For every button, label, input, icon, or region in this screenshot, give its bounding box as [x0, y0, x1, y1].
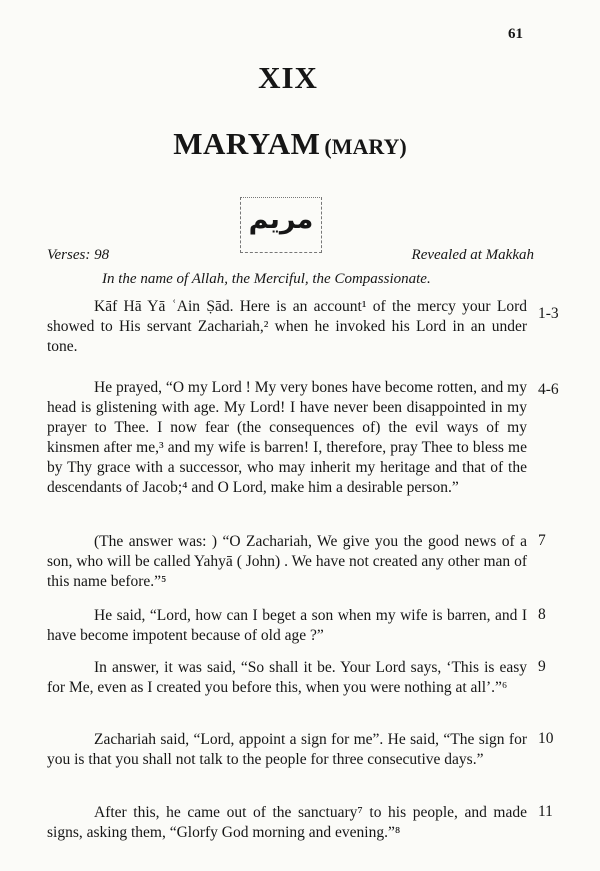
- paragraph: He prayed, “O my Lord ! My very bones have become rotten, and my head is glistening with age. My Lord! I have never been disappointed in my prayer to Thee. I now fear (the consequences of) the evil ways of my kinsmen after me,³ and my wife is barren! I, therefore, pray Thee to bless me by Thy grace with a successor, who may inherit my heritage and that of the descendants of Jacob;⁴ and O Lord, make him a desirable person.”: [47, 379, 527, 496]
- revelation-place: Revealed at Makkah: [411, 247, 534, 263]
- chapter-numeral: XIX: [258, 60, 318, 95]
- verse-ref: 10: [538, 730, 554, 747]
- paragraph: After this, he came out of the sanctuary⁷ to his people, and made signs, asking them, “Glorfy God morning and evening.”⁸: [47, 804, 527, 841]
- paragraph: Kāf Hā Yā ʿAin Ṣād. Here is an account¹ of the mercy your Lord showed to His servant Zachariah,² when he invoked his Lord in an under tone.: [47, 298, 527, 355]
- verses-count: Verses: 98: [47, 247, 110, 263]
- chapter-title: [0, 126, 580, 162]
- verse-ref: 4-6: [538, 381, 559, 398]
- chapter-title-sub: (MARY): [324, 134, 407, 159]
- paragraph: (The answer was: ) “O Zachariah, We give you the good news of a son, who will be called Yahyā ( John) . We have not created any other man of this name before.”⁵: [47, 533, 527, 590]
- verse-ref: 11: [538, 803, 553, 820]
- chapter-title-main: MARYAM: [173, 126, 321, 161]
- verse-ref: 9: [538, 658, 546, 675]
- paragraph: Zachariah said, “Lord, appoint a sign for me”. He said, “The sign for you is that you shall not talk to the people for three consecutive days.”: [47, 731, 527, 768]
- paragraph: He said, “Lord, how can I beget a son when my wife is barren, and I have become impotent because of old age ?”: [47, 607, 527, 644]
- arabic-title: مريم: [248, 204, 314, 235]
- verse-ref: 1-3: [538, 305, 559, 322]
- verse-ref: 8: [538, 606, 546, 623]
- arabic-calligraphy-box: [240, 197, 322, 253]
- page-number: 61: [508, 26, 523, 42]
- verse-ref: 7: [538, 532, 546, 549]
- paragraph: In answer, it was said, “So shall it be. Your Lord says, ‘This is easy for Me, even as I created you before this, when you were nothing at all’.”⁶: [47, 659, 527, 696]
- invocation: In the name of Allah, the Merciful, the Compassionate.: [102, 271, 431, 287]
